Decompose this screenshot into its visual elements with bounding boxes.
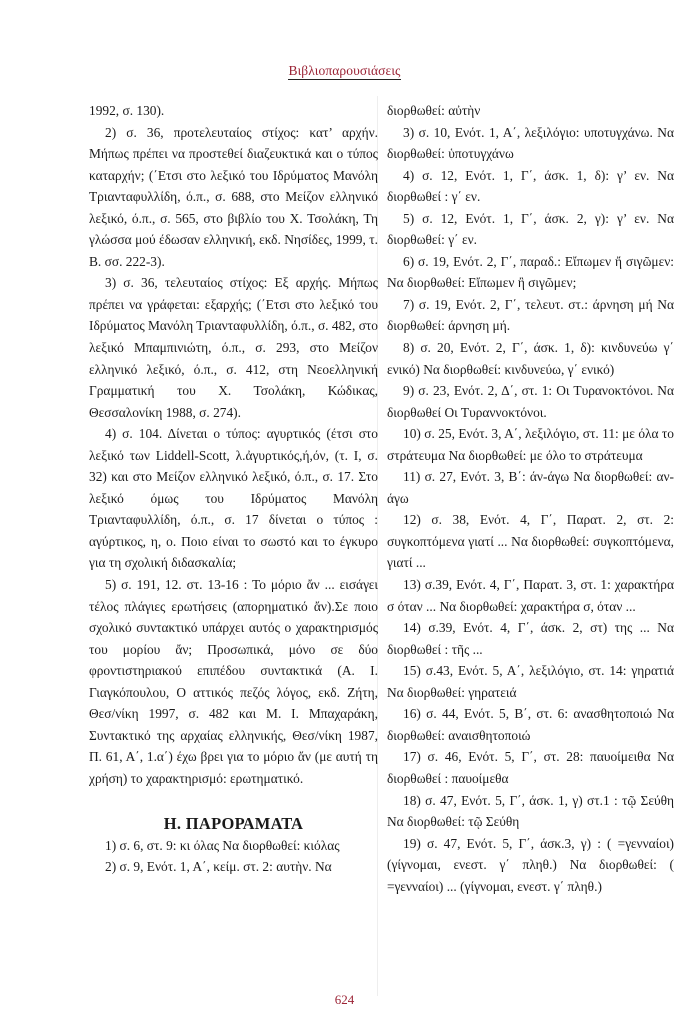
erratum-item: 9) σ. 23, Ενότ. 2, Δ΄, στ. 1: Οι Τυρανοκτόνοι. Να διορθωθεί Οι Τυραννοκτόνοι. <box>387 383 674 420</box>
erratum-item: 7) σ. 19, Ενότ. 2, Γ΄, τελευτ. στ.: άρνηση μή Να διορθωθεί: άρνηση μή. <box>387 296 674 334</box>
erratum-item: 2) σ. 9, Ενότ. 1, Α΄, κείμ. στ. 2: αυτὴν. Να <box>105 859 332 875</box>
paragraph: 2) σ. 36, προτελευταίος στίχος: κατ’ αρχήν. Μήπως πρέπει να προστεθεί διαζευκτικά και ο τύπος καταρχήν; (΄Ετσι στο λεξικό του Ιδρύματος Μανόλη Τριανταφυλλίδη, ό.π., σ. 688, στο Μείζον ελληνικό λεξικό, ό.π., σ. 565, στο βιβλίο του Χ. Τσολάκη, Τη γλώσσα μού έδωσαν ελληνική, εκδ. Νησίδες, 1999, τ. Β. σσ. 222-3). <box>89 124 378 269</box>
erratum-item: 4) σ. 12, Ενότ. 1, Γ΄, άσκ. 1, δ): γ’ εν. Να διορθωθεί : γ΄ εν. <box>387 167 674 205</box>
erratum-item: 15) σ.43, Ενότ. 5, Α΄, λεξιλόγιο, στ. 14: γηρατιά Να διορθωθεί: γηρατειά <box>387 663 674 700</box>
erratum-item: 6) σ. 19, Ενότ. 2, Γ΄, παραδ.: Εἴπωμεν ἤ σιγῶμεν: Να διορθωθεί: Εἴπωμεν ἢ σιγῶμεν; <box>387 253 674 291</box>
right-column <box>387 100 674 897</box>
paragraph: 5) σ. 191, 12. στ. 13-16 : Το μόριο ἄν ... εισάγει τέλος πλάγιες ερωτήσεις (απορηματικό ἄν).Σε ποιο σχολικό συντακτικό υπάρχει αυτός ο χαρακτηρισμός του μορίου ἄν; Προσωπικά, μόνο σε δύο φροντιστηριακού επιπέδου συντακτικά (Α. Ι. Γιαγκόπουλου, Ο αττικός πεζός λόγος, εκδ. Ζήτη, Θεσ/νίκη 1997, σ. 482 και Μ. Ι. Μπαχαράκη, Συντακτικό της αρχαίας ελληνικής, Θεσ/νίκη 1987, Π. 61, Α΄, 1.α΄) έχω βρει για το μόριο ἄν (με αυτή τη χρήση) το χαρακτηρισμό: ερωτηματικό. <box>89 577 378 786</box>
erratum-item: 1) σ. 6, στ. 9: κι όλας Να διορθωθεί: κιόλας <box>105 837 340 853</box>
erratum-item: 10) σ. 25, Ενότ. 3, Α΄, λεξιλόγιο, στ. 11: με όλα το στράτευμα Να διορθωθεί: με όλο το στράτευμα <box>387 426 674 463</box>
erratum-item: 18) σ. 47, Ενότ. 5, Γ΄, άσκ. 1, γ) στ.1 : τῷ Σεύθη Να διορθωθεί: τῷ Σεύθη <box>387 792 674 830</box>
erratum-item: 12) σ. 38, Ενότ. 4, Γ΄, Παρατ. 2, στ. 2: συγκοπτόμενα γιατί ... Να διορθωθεί: συγκοπτόμενα, γιατί ... <box>387 512 674 571</box>
left-column <box>89 100 378 878</box>
erratum-item: 13) σ.39, Ενότ. 4, Γ΄, Παρατ. 3, στ. 1: χαρακτήρα σ όταν ... Να διορθωθεί: χαρακτήρα σ, όταν ... <box>387 577 674 614</box>
erratum-continuation: διορθωθεί: αὐτὴν <box>387 103 481 118</box>
erratum-item: 3) σ. 10, Ενότ. 1, Α΄, λεξιλόγιο: υποτυγχάνω. Να διορθωθεί: ὑποτυγχάνω <box>387 124 674 162</box>
paragraph: 1992, σ. 130). <box>89 103 165 118</box>
erratum-item: 5) σ. 12, Ενότ. 1, Γ΄, άσκ. 2, γ): γ’ εν. Να διορθωθεί: γ΄ εν. <box>387 210 674 248</box>
erratum-item: 11) σ. 27, Ενότ. 3, Β΄: άν-άγω Να διορθωθεί: αν-άγω <box>387 469 674 506</box>
page-number: 624 <box>334 992 355 1007</box>
paragraph: 3) σ. 36, τελευταίος στίχος: Εξ αρχής. Μήπως πρέπει να γράφεται: εξαρχής; (΄Ετσι στο λεξικό του Ιδρύματος Μανόλη Τριανταφυλλίδη, ό.π., σ. 482, στο λεξικό Μπαμπινιώτη, ό.π., σ. 293, στο Μείζον ελληνικό λεξικό, ό.π., σ. 412, στη Νεοελληνική Γραμματική του Χ. Τσολάκη, Κώδικας, Θεσσαλονίκη 1988, σ. 274). <box>89 275 378 420</box>
erratum-item: 8) σ. 20, Ενότ. 2, Γ΄, άσκ. 1, δ): κινδυνεύω γ΄ ενικό) Να διορθωθεί: κινδυνεύω, γ΄ ενικό) <box>387 340 674 377</box>
running-header <box>0 62 689 80</box>
erratum-item: 16) σ. 44, Ενότ. 5, Β΄, στ. 6: ανασθητοποιώ Να διορθωθεί: αναισθητοποιώ <box>387 706 674 743</box>
paragraph: 4) σ. 104. Δίνεται ο τύπος: αγυρτικός (έτσι στο λεξικό των Liddell-Scott, λ.ἀγυρτικός,ή,όν, (τ. Ι, σ. 32) και στο Μείζον ελληνικό λεξικό, ό.π., σ. 17. Στο λεξικό όμως του Ιδρύματος Μανόλη Τριανταφυλλίδη, ό.π., σ. 17 δίνεται ο τύπος : αγύρτικος, η, ο. Ποιο είναι το σωστό και το έγκυρο για τη σχολική διδασκαλία; <box>89 426 378 571</box>
erratum-item: 17) σ. 46, Ενότ. 5, Γ΄, στ. 28: παυοίμειθα Να διορθωθεί : παυοίμεθα <box>387 749 674 786</box>
section-title: Η. ΠΑΡΟΡΑΜΑΤΑ <box>163 813 304 833</box>
running-title: Βιβλιοπαρουσιάσεις <box>288 63 401 78</box>
erratum-item: 14) σ.39, Ενότ. 4, Γ΄, άσκ. 2, στ) της ... Να διορθωθεί : τῆς ... <box>387 620 674 657</box>
erratum-item: 19) σ. 47, Ενότ. 5, Γ΄, άσκ.3, γ) : ( =γενναίοι) (γίγνομαι, ενεστ. γ΄ πληθ.) Να διορθωθεί: ( =γενναίοι) ... (γίγνομαι, ενεστ. γ΄ πληθ.) <box>387 835 674 894</box>
